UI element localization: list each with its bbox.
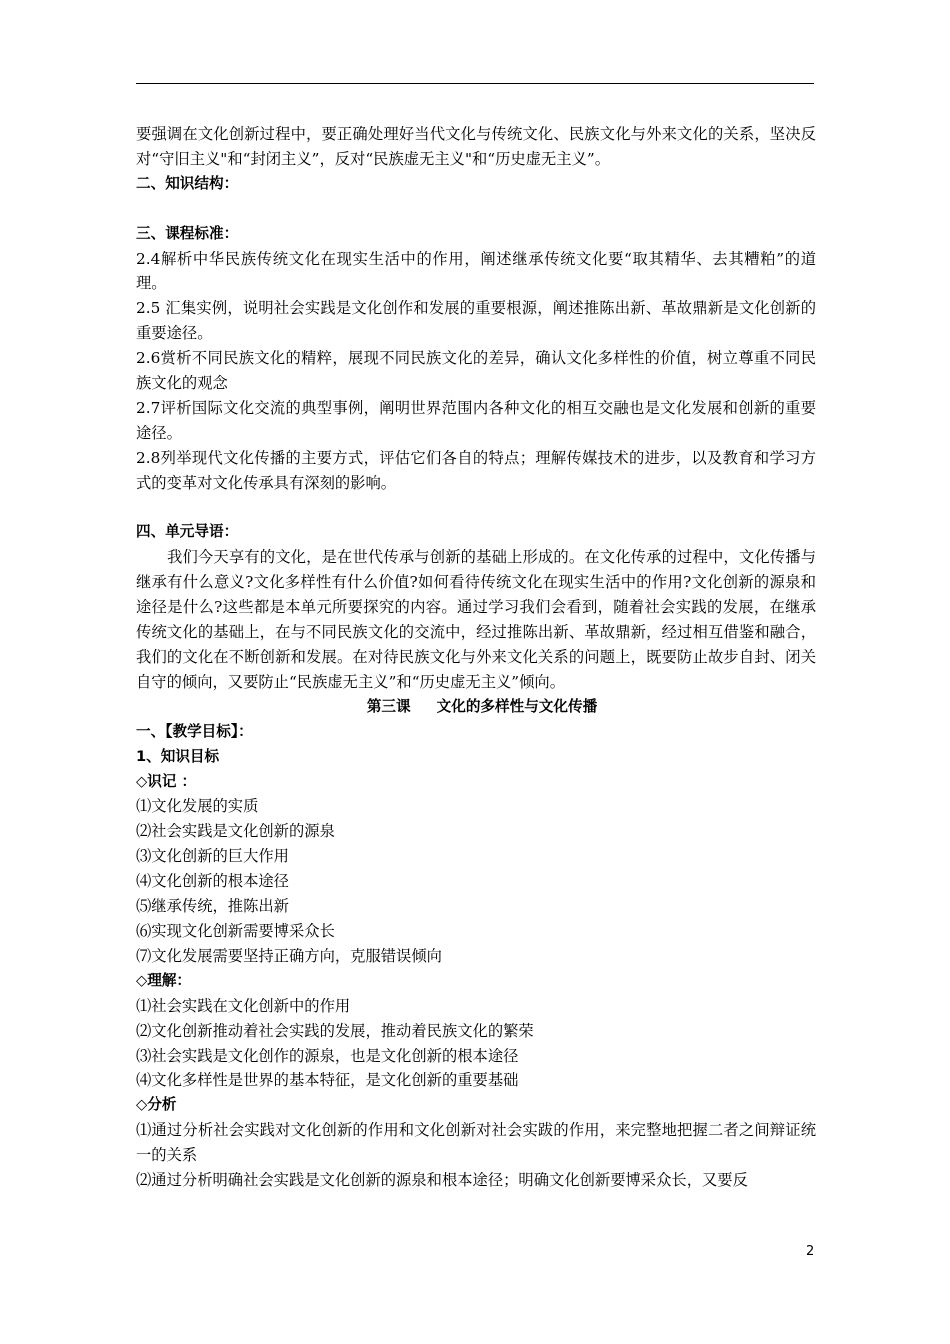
understand-item: ⑵文化创新推动着社会实践的发展，推动着民族文化的繁荣 [136, 1021, 534, 1040]
standard-item: 2.6赏析不同民族文化的精粹，展现不同民族文化的差异，确认文化多样性的价值，树立尊重不同民族文化的观念 [136, 349, 816, 393]
memorize-item: ⑴文化发展的实质 [136, 797, 259, 816]
understand-item: ⑶社会实践是文化创作的源泉，也是文化创新的根本途径 [136, 1046, 519, 1065]
understand-item: ⑴社会实践在文化创新中的作用 [136, 996, 351, 1015]
memorize-item: ⑸继承传统，推陈出新 [136, 897, 289, 916]
memorize-item: ⑹实现文化创新需要博采众长 [136, 921, 335, 940]
standard-item: 2.4解析中华民族传统文化在现实生活中的作用，阐述继承传统文化要“取其精华、去其糟粕”的道理。 [136, 249, 816, 293]
standard-item: 2.7评析国际文化交流的典型事例，阐明世界范围内各种文化的相互交融也是文化发展和创新的重要途径。 [136, 398, 816, 442]
lesson-title [136, 695, 816, 720]
standard-item: 2.5 汇集实例，说明社会实践是文化创作和发展的重要根源，阐述推陈出新、革故鼎新是文化创新的重要途径。 [136, 299, 816, 343]
page-number: 2 [806, 1244, 815, 1259]
lesson-number: 第三课 [366, 697, 411, 715]
memorize-item: ⑶文化创新的巨大作用 [136, 847, 289, 866]
analyze-heading: ◇分析 [136, 1096, 177, 1114]
objectives-heading: 一、【教学目标】： [136, 722, 253, 740]
lesson-name: 文化的多样性与文化传播 [436, 697, 598, 715]
memorize-item: ⑺文化发展需要坚持正确方向，克服错误倾向 [136, 946, 442, 965]
unit-intro-paragraph: 我们今天享有的文化，是在世代传承与创新的基础上形成的。在文化传承的过程中，文化传播与继承有什么意义?文化多样性有什么价值?如何看待传统文化在现实生活中的作用?文化创新的源泉和途径是什么?这些都是本单元所要探究的内容。通过学习我们会看到，随着社会实践的发展，在继承传统文化的基础上，在与不同民族文化的交流中，经过推陈出新、革故鼎新，经过相互借鉴和融合，我们的文化在不断创新和发展。在对待民族文化与外来文化关系的问题上，既要防止故步自封、闭关自守的倾向，又要防止“民族虚无主义”和“历史虚无主义”倾向。 [136, 548, 816, 691]
intro-paragraph: 要强调在文化创新过程中，要正确处理好当代文化与传统文化、民族文化与外来文化的关系，坚决反对“守旧主义"和“封闭主义”，反对“民族虚无主义"和“历史虚无主义”。 [136, 125, 816, 168]
memorize-item: ⑵社会实践是文化创新的源泉 [136, 822, 335, 841]
section4-heading: 四、单元导语： [136, 523, 239, 541]
page-content [136, 122, 816, 1193]
memorize-item: ⑷文化创新的根本途径 [136, 872, 289, 891]
understand-heading: ◇理解： [136, 971, 192, 989]
section3-heading: 三、课程标准： [136, 224, 239, 242]
standard-item: 2.8列举现代文化传播的主要方式，评估它们各自的特点；理解传媒技术的进步，以及教育和学习方式的变革对文化传承具有深刻的影响。 [136, 448, 816, 492]
understand-item: ⑷文化多样性是世界的基本特征，是文化创新的重要基础 [136, 1071, 519, 1090]
analyze-item: ⑴通过分析社会实践对文化创新的作用和文化创新对社会实跋的作用，来完整地把握二者之间辩证统一的关系 [136, 1121, 816, 1165]
memorize-heading: ◇识记 ： [136, 772, 197, 790]
header-rule [136, 83, 814, 84]
section2-heading: 二、知识结构： [136, 174, 239, 192]
knowledge-goal-heading: 1、知识目标 [136, 747, 220, 765]
analyze-item: ⑵通过分析明确社会实践是文化创新的源泉和根本途径；明确文化创新要博采众长，又要反 [136, 1171, 748, 1190]
